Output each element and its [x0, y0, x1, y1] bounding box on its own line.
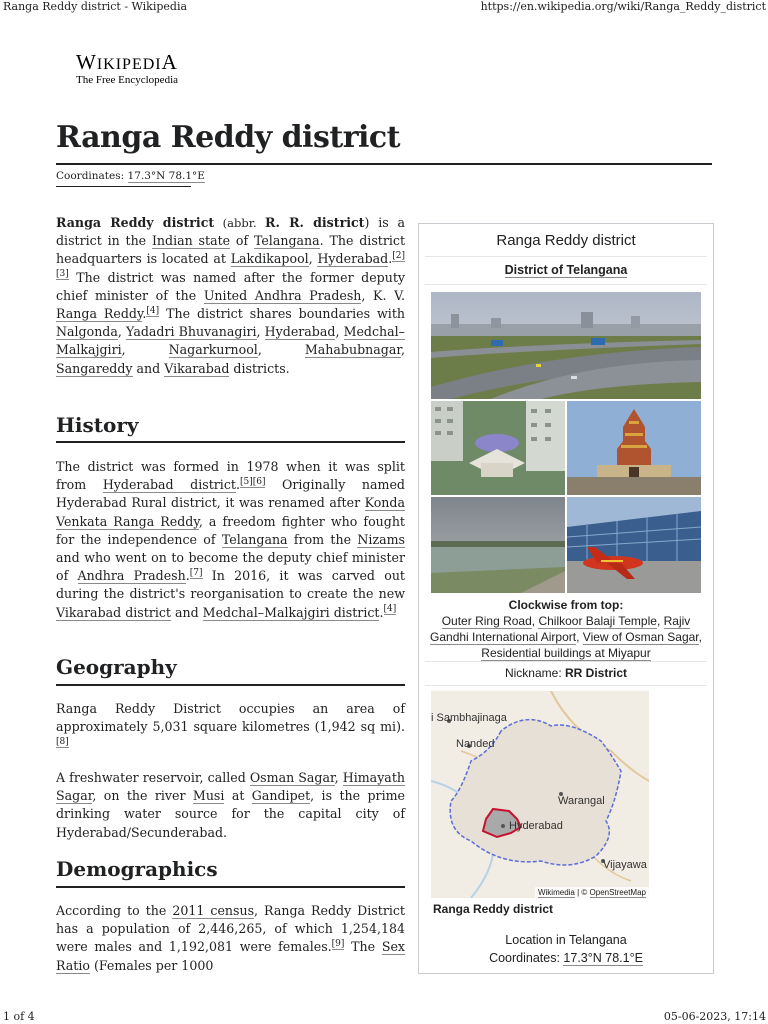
- infobox-coordinates-link[interactable]: 17.3°N 78.1°E: [563, 951, 643, 965]
- link-hyderabad-district[interactable]: Hyderabad district: [102, 477, 236, 493]
- caption-link-rajiv-gandhi-airport[interactable]: Rajiv Gandhi International Airport: [430, 614, 691, 644]
- ref-3[interactable]: [3]: [56, 269, 69, 280]
- link-nizams[interactable]: Nizams: [357, 531, 405, 547]
- history-divider: [56, 441, 405, 443]
- ref-8[interactable]: [8]: [56, 737, 69, 748]
- link-2011-census[interactable]: 2011 census: [172, 903, 255, 918]
- infobox-divider: [425, 661, 707, 662]
- link-gandipet[interactable]: Gandipet: [251, 788, 311, 804]
- map-label-sambhajinagar: i Sambhajinaga: [431, 712, 507, 724]
- ref-2[interactable]: [2]: [392, 251, 405, 262]
- nickname-row: Nickname: RR District: [504, 666, 628, 680]
- infobox-coordinates: Coordinates: 17.3°N 78.1°E: [489, 951, 643, 965]
- link-konda-venkata-ranga-reddy[interactable]: Konda Venkata Ranga Reddy: [56, 495, 405, 529]
- link-hyderabad[interactable]: Hyderabad: [317, 251, 389, 267]
- demographics-paragraph: According to the 2011 census, Ranga Reddy District has a population of 2,446,265, of which 1,254,184 were males and 1,192,081 were females.[9] The Sex Ratio (Females per 1000: [56, 903, 405, 973]
- ref-9[interactable]: [9]: [331, 939, 345, 950]
- infobox-title: Ranga Reddy district: [496, 232, 636, 249]
- photo-miyapur-residential[interactable]: [431, 401, 565, 495]
- photo-rajiv-gandhi-airport[interactable]: [567, 497, 701, 593]
- link-telangana-2[interactable]: Telangana: [221, 531, 288, 547]
- page-url[interactable]: https://en.wikipedia.org/wiki/Ranga_Reddy_district: [480, 0, 766, 13]
- link-andhra-pradesh[interactable]: Andhra Pradesh: [77, 568, 186, 584]
- link-nagarkurnool[interactable]: Nagarkurnool: [168, 342, 258, 358]
- ref-5[interactable]: [5]: [239, 477, 253, 488]
- history-paragraph: The district was formed in 1978 when it was split from Hyderabad district.[5][6] Originally named Hyderabad Rural district, it was renamed after Konda Venkata Ranga Reddy, a freedom fighter who fought for the independence of Telangana from the Nizams and who went on to become the deputy chief minister of Andhra Pradesh.[7] In 2016, it was carved out during the district's reorganisation to create the new Vikarabad district and Medchal–Malkajgiri district.[4]: [56, 459, 405, 620]
- tab-title: Ranga Reddy district - Wikipedia: [3, 0, 188, 13]
- link-musi[interactable]: Musi: [192, 788, 225, 804]
- infobox-subtitle: District of Telangana: [504, 263, 628, 277]
- link-united-andhra-pradesh[interactable]: United Andhra Pradesh: [203, 287, 362, 303]
- demographics-divider: [56, 886, 405, 888]
- map-label-warangal: Warangal: [558, 795, 605, 807]
- infobox-divider: [425, 284, 707, 285]
- geography-divider: [56, 684, 405, 686]
- link-himayath-sagar[interactable]: Himayath Sagar: [56, 770, 405, 804]
- map-attribution: Wikimedia | © OpenStreetMap: [535, 887, 649, 898]
- location-map[interactable]: [431, 691, 649, 898]
- coordinates-link[interactable]: 17.3°N 78.1°E: [127, 170, 205, 182]
- caption-link-chilkoor-balaji-temple[interactable]: Chilkoor Balaji Temple: [538, 614, 657, 628]
- page-title: Ranga Reddy district: [56, 120, 401, 155]
- infobox-divider: [425, 685, 707, 686]
- link-vikarabad[interactable]: Vikarabad: [164, 360, 230, 376]
- link-osman-sagar[interactable]: Osman Sagar: [249, 770, 335, 785]
- geography-paragraph-1: Ranga Reddy District occupies an area of approximately 5,031 square kilometres (1,942 sq mi).[8]: [56, 701, 405, 748]
- caption-link-miyapur[interactable]: Residential buildings at Miyapur: [481, 646, 651, 660]
- link-lakdikapool[interactable]: Lakdikapool: [230, 251, 309, 267]
- ref-7[interactable]: [7]: [189, 568, 203, 579]
- ref-4b[interactable]: [4]: [383, 604, 397, 615]
- map-caption: Ranga Reddy district: [433, 902, 554, 916]
- photo-chilkoor-balaji-temple[interactable]: [567, 401, 701, 495]
- photo-outer-ring-road[interactable]: [431, 292, 701, 399]
- map-label-vijayawada: Vijayawa: [603, 859, 647, 871]
- intro-paragraph: Ranga Reddy district (abbr. R. R. district) is a district in the Indian state of Telangana. The district headquarters is located at Lakdikapool, Hyderabad.[2][3] The district was named after the former deputy chief minister of the United Andhra Pradesh, K. V. Ranga Reddy.[4] The district shares boundaries with Nalgonda, Yadadri Bhuvanagiri, Hyderabad, Medchal–Malkajgiri, Nagarkurnool, Mahabubnagar, Sangareddy and Vikarabad districts.: [56, 215, 405, 376]
- print-timestamp: 05-06-2023, 17:14: [663, 1010, 766, 1023]
- caption-link-osman-sagar[interactable]: View of Osman Sagar: [582, 630, 699, 644]
- coordinates: Coordinates: 17.3°N 78.1°E: [56, 170, 205, 182]
- openstreetmap-link[interactable]: OpenStreetMap: [589, 888, 646, 897]
- link-sangareddy[interactable]: Sangareddy: [56, 360, 133, 376]
- link-medchal-malkajgiri-district[interactable]: Medchal–Malkajgiri district: [202, 604, 380, 620]
- link-sex-ratio[interactable]: Sex Ratio: [56, 939, 405, 973]
- coordinates-divider: [56, 186, 191, 187]
- wikimedia-link[interactable]: Wikimedia: [537, 888, 575, 897]
- link-indian-state[interactable]: Indian state: [151, 233, 231, 249]
- link-vikarabad-district[interactable]: Vikarabad district: [56, 604, 171, 620]
- wikipedia-tagline: The Free Encyclopedia: [76, 74, 179, 86]
- wikipedia-logo[interactable]: [76, 50, 178, 86]
- page-counter: 1 of 4: [3, 1010, 35, 1023]
- history-heading: History: [56, 413, 139, 437]
- geography-heading: Geography: [56, 655, 177, 679]
- infobox: [418, 223, 714, 974]
- link-telangana[interactable]: Telangana: [253, 233, 320, 249]
- infobox-divider: [425, 256, 707, 257]
- link-hyderabad-2[interactable]: Hyderabad: [264, 324, 336, 340]
- photo-osman-sagar[interactable]: [431, 497, 565, 593]
- ref-4[interactable]: [4]: [146, 305, 160, 316]
- link-yadadri-bhuvanagiri[interactable]: Yadadri Bhuvanagiri: [126, 324, 257, 340]
- caption-link-outer-ring-road[interactable]: Outer Ring Road: [441, 614, 532, 628]
- link-nalgonda[interactable]: Nalgonda: [56, 324, 118, 340]
- link-ranga-reddy[interactable]: Ranga Reddy: [56, 306, 143, 322]
- map-label-hyderabad: Hyderabad: [509, 820, 563, 832]
- title-divider: [56, 163, 712, 165]
- photo-caption: Clockwise from top: Outer Ring Road, Chilkoor Balaji Temple, Rajiv Gandhi International Airport, View of Osman Sagar, Residential buildings at Miyapur: [430, 598, 702, 660]
- wikipedia-wordmark: WIKIPEDIA: [76, 50, 178, 74]
- link-mahabubnagar[interactable]: Mahabubnagar: [304, 342, 401, 358]
- map-label-nanded: Nanded: [456, 738, 495, 750]
- link-medchal-malkajgiri[interactable]: Medchal–Malkajgiri: [56, 324, 405, 358]
- geography-paragraph-2: A freshwater reservoir, called Osman Sagar, Himayath Sagar, on the river Musi at Gandipet, is the prime drinking water source for the capital city of Hyderabad/Secunderabad.: [56, 770, 405, 840]
- ref-6[interactable]: [6]: [252, 477, 266, 488]
- demographics-heading: Demographics: [56, 857, 218, 881]
- map-location-label: Location in Telangana: [505, 933, 627, 947]
